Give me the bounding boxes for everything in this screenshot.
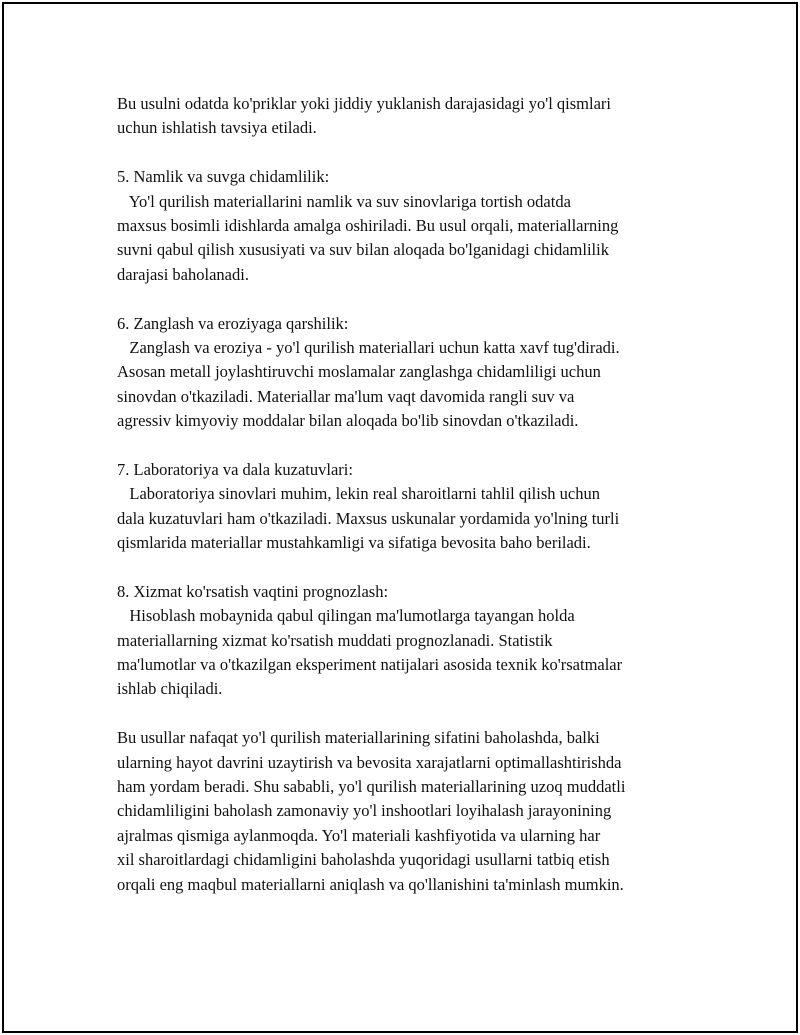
text-line: darajasi baholanadi. bbox=[117, 264, 249, 284]
text-line: Hisoblash mobaynida qabul qilingan ma'lumotlarga tayangan holda bbox=[117, 606, 575, 626]
text-line: suvni qabul qilish xususiyati va suv bilan aloqada bo'lganidagi chidamlilik bbox=[117, 240, 609, 260]
paragraph-gap bbox=[117, 287, 687, 311]
paragraph-gap bbox=[117, 141, 687, 165]
section-heading: 8. Xizmat ko'rsatish vaqtini prognozlash: bbox=[117, 581, 389, 601]
paragraph-gap bbox=[117, 702, 687, 726]
section-7 bbox=[117, 458, 687, 556]
section-8 bbox=[117, 580, 687, 702]
text-line: materiallarning xizmat ko'rsatish muddati prognozlanadi. Statistik bbox=[117, 630, 553, 650]
text-line: ham yordam beradi. Shu sababli, yo'l qurilish materiallarining uzoq muddatli bbox=[117, 776, 626, 796]
text-line: uchun ishlatish tavsiya etiladi. bbox=[117, 118, 317, 138]
text-line: ishlab chiqiladi. bbox=[117, 679, 223, 699]
text-line: sinovdan o'tkaziladi. Materiallar ma'lum vaqt davomida rangli suv va bbox=[117, 386, 575, 406]
text-line: qismlarida materiallar mustahkamligi va sifatiga bevosita baho beriladi. bbox=[117, 533, 591, 553]
paragraph-gap bbox=[117, 433, 687, 457]
text-line: Zanglash va eroziya - yo'l qurilish materiallari uchun katta xavf tug'diradi. bbox=[117, 337, 620, 357]
paragraph-gap bbox=[117, 555, 687, 579]
text-line: Bu usullar nafaqat yo'l qurilish materiallarining sifatini baholashda, balki bbox=[117, 728, 600, 748]
conclusion-paragraph bbox=[117, 726, 687, 897]
text-line: Asosan metall joylashtiruvchi moslamalar zanglashga chidamliligi uchun bbox=[117, 362, 601, 382]
text-line: ularning hayot davrini uzaytirish va bevosita xarajatlarni optimallashtirishda bbox=[117, 752, 622, 772]
section-heading: 6. Zanglash va eroziyaga qarshilik: bbox=[117, 313, 349, 333]
text-line: ajralmas qismiga aylanmoqda. Yo'l materiali kashfiyotida va ularning har bbox=[117, 825, 601, 845]
text-line: Laboratoriya sinovlari muhim, lekin real sharoitlarni tahlil qilish uchun bbox=[117, 484, 600, 504]
text-line: maxsus bosimli idishlarda amalga oshiriladi. Bu usul orqali, materiallarning bbox=[117, 215, 619, 235]
text-line: Yo'l qurilish materiallarini namlik va suv sinovlariga tortish odatda bbox=[117, 191, 571, 211]
document-body bbox=[117, 92, 687, 897]
intro-paragraph bbox=[117, 92, 687, 141]
text-line: orqali eng maqbul materiallarni aniqlash va qo'llanishini ta'minlash mumkin. bbox=[117, 874, 624, 894]
text-line: chidamliligini baholash zamonaviy yo'l inshootlari loyihalash jarayonining bbox=[117, 801, 612, 821]
text-line: xil sharoitlardagi chidamligini baholashda yuqoridagi usullarni tatbiq etish bbox=[117, 850, 610, 870]
text-line: dala kuzatuvlari ham o'tkaziladi. Maxsus uskunalar yordamida yo'lning turli bbox=[117, 508, 620, 528]
text-line: Bu usulni odatda ko'priklar yoki jiddiy yuklanish darajasidagi yo'l qismlari bbox=[117, 94, 612, 113]
section-5 bbox=[117, 165, 687, 287]
section-6 bbox=[117, 312, 687, 434]
text-line: agressiv kimyoviy moddalar bilan aloqada bo'lib sinovdan o'tkaziladi. bbox=[117, 411, 579, 431]
section-heading: 7. Laboratoriya va dala kuzatuvlari: bbox=[117, 459, 353, 479]
text-line: ma'lumotlar va o'tkazilgan eksperiment natijalari asosida texnik ko'rsatmalar bbox=[117, 654, 623, 674]
section-heading: 5. Namlik va suvga chidamlilik: bbox=[117, 167, 330, 187]
